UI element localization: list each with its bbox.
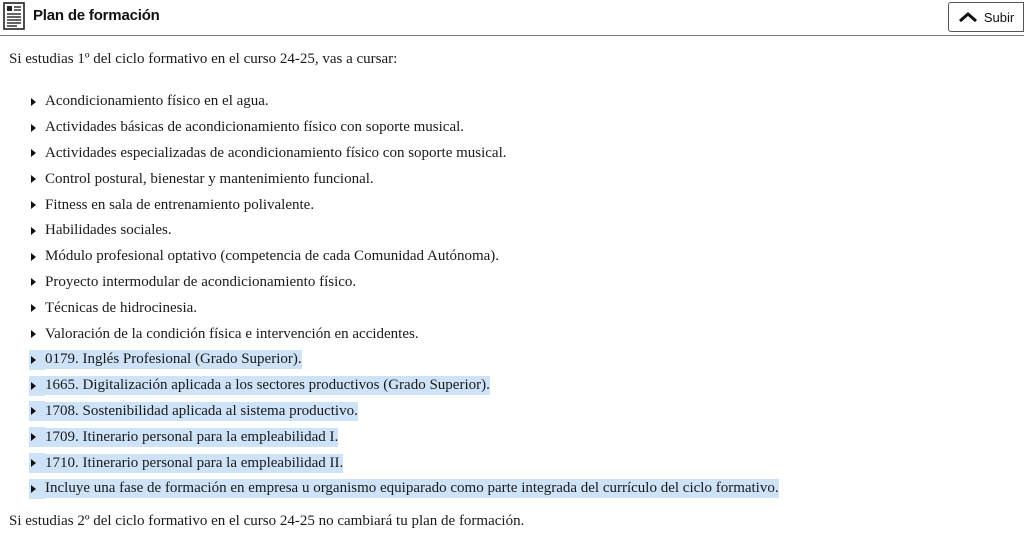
chevron-up-icon [958, 11, 978, 23]
module-label: 1710. Itinerario personal para la empleabilidad II. [45, 454, 344, 471]
list-item [0, 141, 779, 167]
module-label: Módulo profesional optativo (competencia de cada Comunidad Autónoma). [45, 248, 500, 265]
bullet-icon [31, 330, 36, 338]
list-item [0, 424, 779, 450]
list-item [0, 166, 779, 192]
module-label: Valoración de la condición física e intervención en accidentes. [45, 325, 419, 342]
list-item [0, 476, 779, 502]
bullet-icon [31, 278, 36, 286]
module-label: Fitness en sala de entrenamiento polivalente. [45, 196, 315, 213]
bullet-icon [31, 227, 36, 235]
scroll-up-label: Subir [983, 9, 1015, 25]
bullet-icon [31, 124, 36, 132]
module-label: Actividades especializadas de acondicionamiento físico con soporte musical. [45, 144, 507, 161]
bullet-icon-wrap [29, 350, 36, 370]
bullet-icon [31, 175, 36, 183]
bullet-icon [31, 201, 36, 209]
bullet-icon [31, 253, 36, 261]
module-label: Proyecto intermodular de acondicionamiento físico. [45, 273, 357, 290]
bullet-icon [31, 149, 36, 157]
list-item [0, 347, 779, 373]
module-label: 1708. Sostenibilidad aplicada al sistema productivo. [45, 402, 358, 419]
list-item [0, 373, 779, 399]
list-item [0, 321, 779, 347]
document-list-icon [3, 2, 25, 30]
module-label: 1665. Digitalización aplicada a los sectores productivos (Grado Superior). [45, 377, 490, 394]
module-label: Acondicionamiento físico en el agua. [45, 93, 269, 110]
module-label: Técnicas de hidrocinesia. [45, 299, 198, 316]
list-item [0, 399, 779, 425]
bullet-icon-wrap [29, 427, 36, 447]
bullet-icon [31, 304, 36, 312]
list-item [0, 450, 779, 476]
list-item [0, 115, 779, 141]
bullet-icon-wrap [29, 401, 36, 421]
module-label: Actividades básicas de acondicionamiento físico con soporte musical. [45, 119, 465, 136]
page-title: Plan de formación [33, 7, 160, 24]
bullet-icon-wrap [29, 453, 36, 473]
bullet-icon-wrap [29, 376, 36, 396]
bullet-icon-wrap [29, 479, 36, 499]
module-label: Incluye una fase de formación en empresa u organismo equiparado como parte integrada del currículo del ciclo formativo. [45, 480, 779, 497]
list-item [0, 270, 779, 296]
scroll-up-button[interactable] [948, 2, 1024, 32]
intro-text: Si estudias 1º del ciclo formativo en el curso 24-25, vas a cursar: [9, 51, 398, 67]
bullet-icon [31, 98, 36, 106]
list-item [0, 218, 779, 244]
module-label: 1709. Itinerario personal para la empleabilidad I. [45, 428, 339, 445]
list-item [0, 295, 779, 321]
module-list [0, 89, 779, 502]
list-item [0, 244, 779, 270]
module-label: 0179. Inglés Profesional (Grado Superior). [45, 351, 302, 368]
list-item [0, 89, 779, 115]
module-label: Control postural, bienestar y mantenimiento funcional. [45, 170, 374, 187]
section-header [0, 0, 1024, 36]
outro-text: Si estudias 2º del ciclo formativo en el curso 24-25 no cambiará tu plan de formación. [9, 513, 525, 529]
module-label: Habilidades sociales. [45, 222, 172, 239]
list-item [0, 192, 779, 218]
